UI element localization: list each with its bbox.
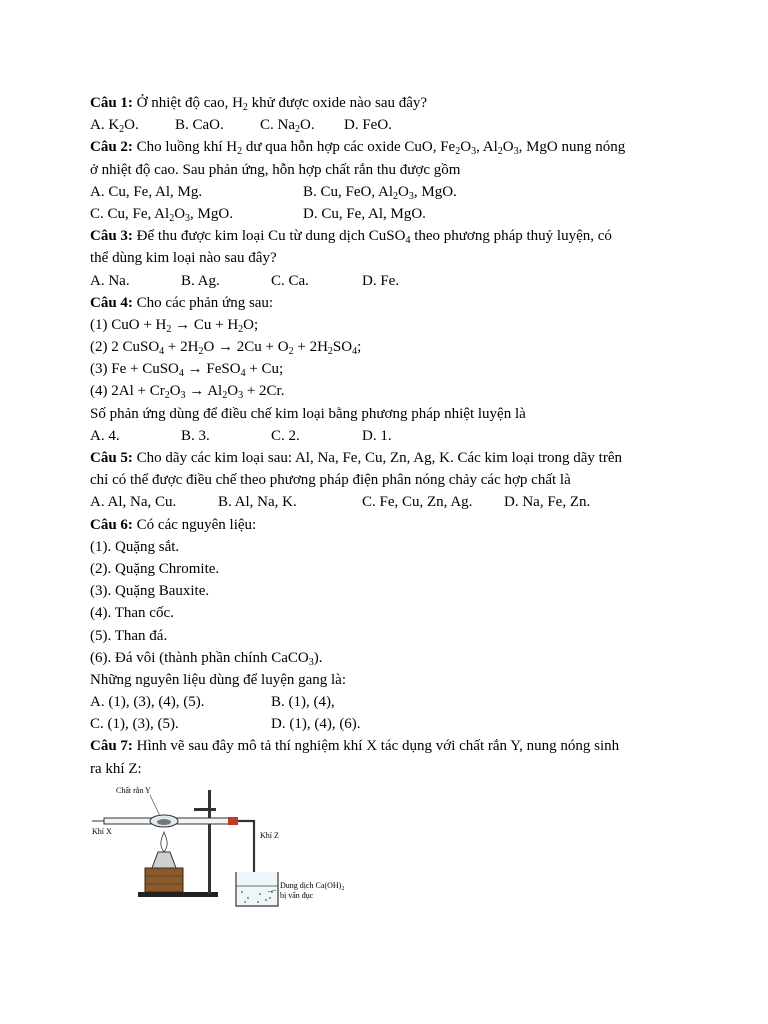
answers-3 — [90, 270, 690, 292]
question-3-line-2: thể dùng kim loại nào sau đây? — [90, 250, 277, 267]
flame — [161, 832, 167, 852]
burner — [152, 852, 176, 868]
answer-b: B. Ag. — [181, 272, 220, 289]
answer-d: D. Fe. — [362, 272, 400, 289]
question-6-prompt: Những nguyên liệu dùng để luyện gang là: — [90, 671, 346, 688]
answers-2-ab — [90, 181, 690, 203]
answer-d: D. Cu, Fe, Al, MgO. — [303, 205, 426, 222]
question-number: Câu 1: — [90, 95, 133, 111]
clamp — [194, 808, 216, 811]
answer-a: A. (1), (3), (4), (5). — [90, 694, 205, 711]
reaction-3: (3) Fe + CuSO$_4$ → FeSO$_4$ + Cu; — [90, 361, 284, 380]
question-number: Câu 3: — [90, 228, 133, 245]
question-5: Câu 5: Cho dãy các kim loại sau: Al, Na, Fe, Cu, Zn, Ag, K. Các kim loại trong dãy trên — [90, 450, 623, 466]
answer-b: B. (1), (4), — [271, 694, 335, 711]
document-body — [90, 92, 690, 780]
answer-d: D. 1. — [362, 427, 392, 444]
experiment-figure — [90, 780, 352, 912]
beaker — [236, 872, 278, 906]
reaction-2: (2) 2 CuSO$_4$ + $2H_2O \to 2Cu + O_2 + 2H_2SO_4$; — [90, 339, 362, 358]
reaction-1: (1) CuO + $H_2 \to Cu + H_2O$; — [90, 316, 259, 335]
question-2: Câu 2: Cho luồng khí $H_2$ dư qua hỗn hợp các oxide CuO, $Fe_2O_3$, $Al_2O_3$, MgO nung nóng — [90, 139, 626, 158]
question-number: Câu 2: — [90, 139, 133, 156]
answers-6-cd — [90, 713, 690, 735]
wooden-block — [145, 868, 183, 892]
answers-4 — [90, 425, 690, 447]
question-1: Câu 1: Ở nhiệt độ cao, $H_2$ khử được oxide nào sau đây? — [90, 95, 428, 113]
question-3: Câu 3: Để thu được kim loại Cu từ dung dịch CuSO$_4$ theo phương pháp thuỷ luyện, có — [90, 228, 612, 247]
answer-b: B. CaO. — [175, 117, 224, 134]
answer-c: C. $Na_2O$. — [260, 117, 315, 136]
apparatus-diagram — [90, 780, 352, 912]
material-4: (4). Than cốc. — [90, 605, 174, 622]
label-gas-z: Khí Z — [260, 831, 279, 840]
question-2-line-2: ở nhiệt độ cao. Sau phản ứng, hỗn hợp chất rắn thu được gồm — [90, 161, 461, 178]
answer-b: B. Cu, FeO, $Al_2O_3$, MgO. — [303, 183, 457, 202]
material-1: (1). Quặng sắt. — [90, 538, 180, 555]
stand-base — [138, 892, 218, 897]
answers-2-cd — [90, 203, 690, 225]
label-solid-y: Chất rắn Y — [116, 786, 151, 795]
question-4: Câu 4: Cho các phản ứng sau: — [90, 294, 274, 311]
question-6: Câu 6: Có các nguyên liệu: — [90, 516, 257, 533]
answer-a: A. Na. — [90, 272, 130, 289]
label-turbid: bị vẩn đục — [280, 891, 314, 900]
material-3: (3). Quặng Bauxite. — [90, 583, 210, 600]
question-number: Câu 6: — [90, 516, 133, 533]
label-gas-x: Khí X — [92, 827, 112, 836]
question-number: Câu 5: — [90, 450, 133, 466]
answer-c: C. Ca. — [271, 272, 309, 289]
question-4-prompt: Số phản ứng dùng để điều chế kim loại bằng phương pháp nhiệt luyện là — [90, 405, 526, 422]
answer-a: A. $K_2O$. — [90, 117, 139, 136]
material-6: (6). Đá vôi (thành phần chính CaCO$_3$). — [90, 649, 323, 668]
answer-d: D. FeO. — [344, 117, 392, 134]
question-7-line-2: ra khí Z: — [90, 760, 142, 777]
answer-b: B. Al, Na, K. — [218, 494, 297, 511]
answer-a: A. Al, Na, Cu. — [90, 494, 177, 511]
answer-c: C. (1), (3), (5). — [90, 716, 179, 733]
question-number: Câu 4: — [90, 294, 133, 311]
answer-a: A. Cu, Fe, Al, Mg. — [90, 183, 203, 200]
answer-c: C. Cu, Fe, $Al_2O_3$, MgO. — [90, 205, 233, 224]
answers-1 — [90, 114, 690, 136]
stopper — [228, 817, 238, 825]
material-5: (5). Than đá. — [90, 627, 168, 644]
answer-b: B. 3. — [181, 427, 210, 444]
answer-a: A. 4. — [90, 427, 120, 444]
answers-6-ab — [90, 691, 690, 713]
question-5-line-2: chỉ có thể được điều chế theo phương pháp điện phân nóng chảy các hợp chất là — [90, 472, 571, 489]
question-7: Câu 7: Hình vẽ sau đây mô tả thí nghiệm khí X tác dụng với chất rắn Y, nung nóng sinh — [90, 738, 620, 755]
answers-5 — [90, 491, 690, 513]
stand-rod — [208, 790, 211, 894]
answer-d: D. Na, Fe, Zn. — [504, 494, 591, 511]
reaction-4: (4) $2Al + Cr_2O_3 \to Al_2O_3 + 2Cr$. — [90, 383, 285, 402]
answer-d: D. (1), (4), (6). — [271, 716, 361, 733]
answer-c: C. 2. — [271, 427, 300, 444]
label-solution: Dung dịch $Ca(OH)_2$ — [280, 881, 345, 892]
material-2: (2). Quặng Chromite. — [90, 560, 220, 577]
question-number: Câu 7: — [90, 738, 133, 755]
solid-y — [157, 819, 171, 825]
answer-c: C. Fe, Cu, Zn, Ag. — [362, 494, 473, 511]
